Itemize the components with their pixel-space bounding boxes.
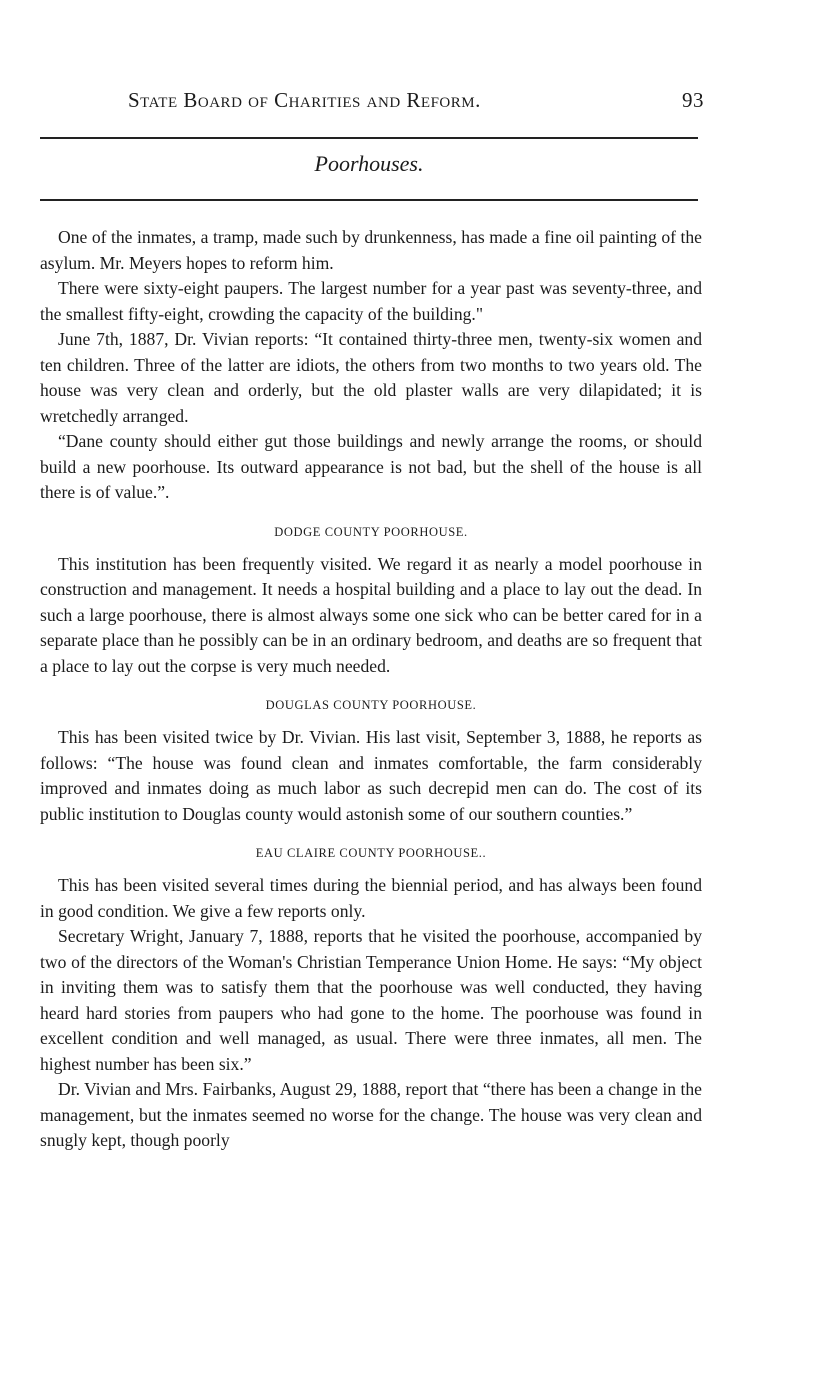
subheading-eau-claire: EAU CLAIRE COUNTY POORHOUSE.. <box>255 846 487 860</box>
running-header-title: State Board of Charities and Reform. <box>128 88 481 112</box>
paragraph: One of the inmates, a tramp, made such by drunkenness, has made a fine oil painting of the asylum. Mr. Meyers hopes to reform him. <box>40 227 702 273</box>
top-rule <box>40 137 698 139</box>
paragraph: June 7th, 1887, Dr. Vivian reports: “It contained thirty-three men, twenty-six women and ten children. Three of the latter are idiots, the others from two months to two years old. The house was very clean and orderly, but the old plaster walls are very dilapidated; it is wretchedly arranged. <box>40 329 702 426</box>
paragraph: This institution has been frequently visited. We regard it as nearly a model poorhouse in construction and management. It needs a hospital building and a place to lay out the dead. In such a large poorhouse, there is almost always some one sick who can be better cared for in a separate place than he possibly can be in an ordinary bedroom, and deaths are so frequent that a place to lay out the corpse is very much needed. <box>40 553 702 676</box>
spacer <box>40 506 702 522</box>
paragraph: Dr. Vivian and Mrs. Fairbanks, August 29, 1888, report that “there has been a change in the management, but the inmates seemed no worse for the change. The house was very clean and snugly kept, though poorly <box>40 1079 702 1150</box>
paragraph: “Dane county should either gut those buildings and newly arrange the rooms, or should build a new poorhouse. Its outward appearance is not bad, but the shell of the house is all there is of value.”. <box>40 431 702 502</box>
spacer <box>40 542 702 552</box>
spacer <box>40 715 702 725</box>
running-header <box>128 88 704 114</box>
paragraph: This has been visited several times during the biennial period, and has always been found in good condition. We give a few reports only. <box>40 875 702 921</box>
paragraph: Secretary Wright, January 7, 1888, reports that he visited the poorhouse, accompanied by two of the directors of the Woman's Christian Temperance Union Home. He says: “My object in inviting them was to satisfy them that the poorhouse was well conducted, they having heard hard stories from paupers who had gone to the home. The poorhouse was found in excellent condition and well managed, as usual. There were three inmates, all men. The highest number has been six.” <box>40 926 702 1074</box>
paragraph: There were sixty-eight paupers. The largest number for a year past was seventy-three, and the smallest fifty-eight, crowding the capacity of the building." <box>40 278 702 324</box>
spacer <box>40 827 702 843</box>
spacer <box>40 863 702 873</box>
spacer <box>40 679 702 695</box>
subheading-dodge: DODGE COUNTY POORHOUSE. <box>274 524 468 539</box>
paragraph: This has been visited twice by Dr. Vivian. His last visit, September 3, 1888, he reports as follows: “The house was found clean and inmates comfortable, the farm considerably improved and inmates doing as much labor as such decrepid men can do. The cost of its public institution to Douglas county would astonish some of our southern counties.” <box>40 727 702 824</box>
body-text <box>40 225 702 1154</box>
section-title: Poorhouses. <box>314 151 424 176</box>
page-number: 93 <box>682 88 704 112</box>
subheading-douglas: DOUGLAS COUNTY POORHOUSE. <box>265 698 477 712</box>
bottom-rule <box>40 199 698 201</box>
